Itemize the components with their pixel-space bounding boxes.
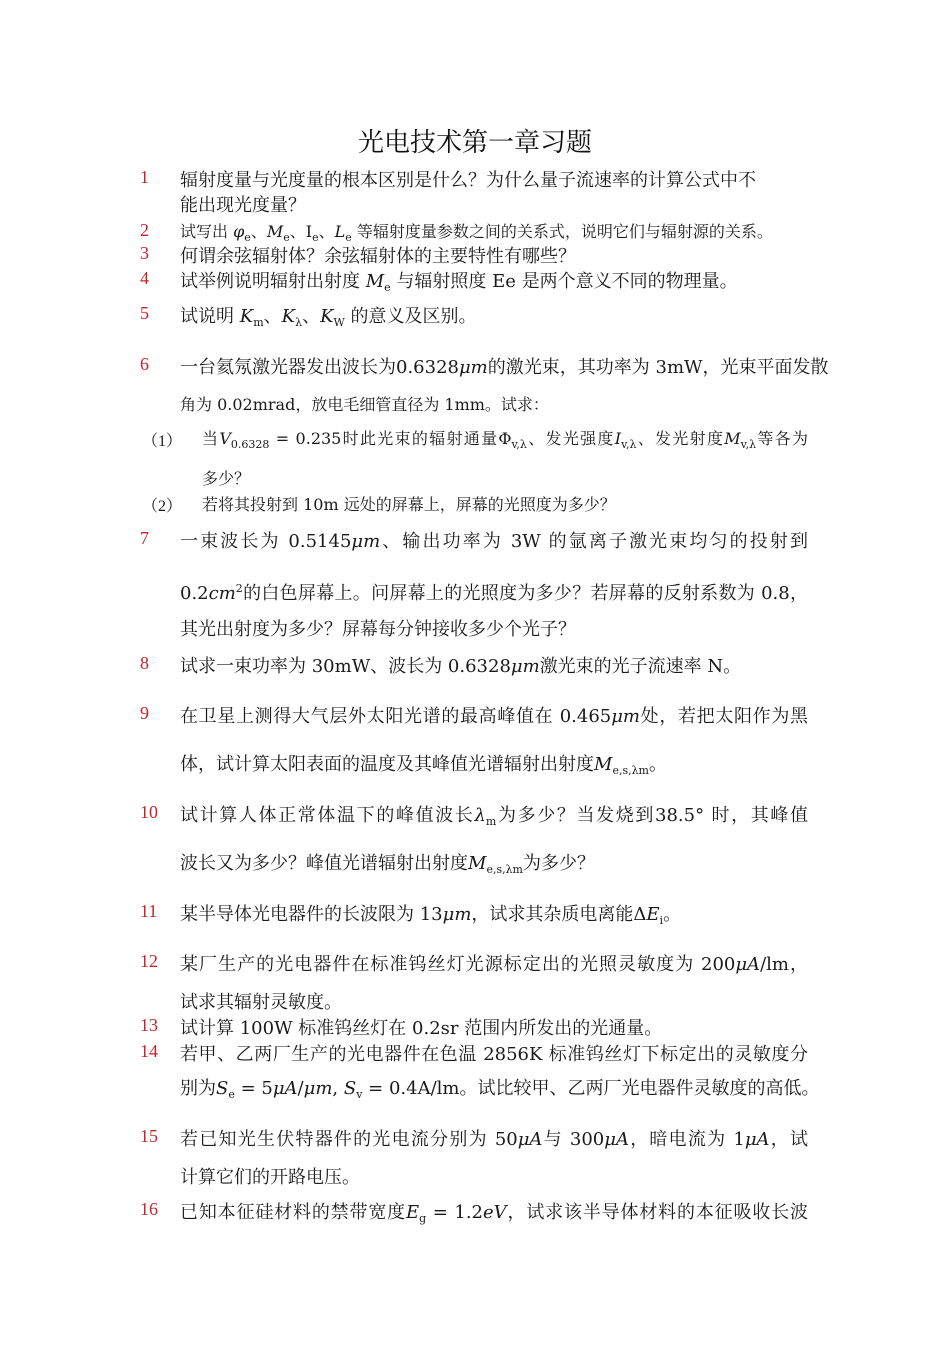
question-text: 体，试计算太阳表面的温度及其峰值光谱辐射出射度$M_{e,s,\lambda m}$。 <box>180 754 667 777</box>
question-text: $0.2cm^2$的白色屏幕上。问屏幕上的光照度为多少？若屏幕的反射系数为 0.8， <box>180 582 808 604</box>
question-number: 5 <box>140 303 149 323</box>
question-number: 8 <box>140 653 149 673</box>
question-text: 角为 0.02mrad，放电毛细管直径为 1mm。试求： <box>180 395 549 414</box>
question-number: 14 <box>140 1041 158 1061</box>
question-text: 若将其投射到 10m 远处的屏幕上，屏幕的光照度为多少？ <box>202 495 616 514</box>
question-text: 已知本征硅材料的禁带宽度$E_g = 1.2eV$，试求该半导体材料的本征吸收长波 <box>180 1202 809 1225</box>
question-text: 若甲、乙两厂生产的光电器件在色温 2856K 标准钨丝灯下标定出的灵敏度分 <box>180 1044 808 1065</box>
question-number: 6 <box>140 354 149 374</box>
rich-text: 试写出 $\varphi_e$、$M_e$、$I_e$、$L_e$ 等辐射度量参数之间的关系式，说明它们与辐射源的关系。 <box>180 222 773 244</box>
question-text: 在卫星上测得大气层外太阳光谱的最高峰值在 0.465μm处，若把太阳作为黑 <box>180 706 809 727</box>
question-text: 多少？ <box>202 469 251 488</box>
question-text: 辐射度量与光度量的根本区别是什么？为什么量子流速率的计算公式中不 <box>180 170 756 191</box>
question-text: 一束波长为 0.5145μm、输出功率为 3W 的氩离子激光束均匀的投射到 <box>180 531 808 552</box>
question-text: 波长又为多少？峰值光谱辐射出射度$M_{e,s,\lambda m}$为多少？ <box>180 853 595 876</box>
question-number: 2 <box>140 220 149 240</box>
question-text <box>180 219 808 242</box>
question-text: 其光出射度为多少？屏幕每分钟接收多少个光子？ <box>180 619 576 640</box>
question-text: 某半导体光电器件的长波限为 13μm，试求其杂质电离能$\Delta E_i$。 <box>180 904 682 927</box>
question-number: 11 <box>140 901 158 921</box>
question-number: 13 <box>140 1015 158 1035</box>
question-text: 计算它们的开路电压。 <box>180 1167 360 1188</box>
question-number: 3 <box>140 243 149 263</box>
question-text: 试求其辐射灵敏度。 <box>180 992 342 1013</box>
question-text: 能出现光度量？ <box>180 195 306 216</box>
question-text: 试求一束功率为 30mW、波长为 0.6328μm激光束的光子流速率 N。 <box>180 656 742 677</box>
question-text: 何谓余弦辐射体？余弦辐射体的主要特性有哪些？ <box>180 246 576 267</box>
question-number: 12 <box>140 951 158 971</box>
question-text: 一台氦氖激光器发出波长为0.6328μm的激光束，其功率为 3mW，光束平面发散 <box>180 357 829 378</box>
question-text: 别为$S_e = 5\mu A/\mu m$, $S_v = 0.4A/lm$。试比较甲、乙两厂光电器件灵敏度的高低。 <box>180 1078 820 1101</box>
question-text: 试计算 100W 标准钨丝灯在 0.2sr 范围内所发出的光通量。 <box>180 1018 663 1039</box>
page-title: 光电技术第一章习题 <box>357 128 592 158</box>
question-number: 7 <box>140 528 149 548</box>
question-number: 1 <box>140 167 149 187</box>
question-text: 试说明 $K_m$、$K_\lambda$、$K_W$ 的意义及区别。 <box>180 306 477 329</box>
question-number: 9 <box>140 703 149 723</box>
question-number: 16 <box>140 1199 158 1219</box>
question-text: 当$V_{0.6328} = 0.235$时此光束的辐射通量$\Phi_{v,\lambda}$、发光强度$I_{v,\lambda}$、发光射度$M_{v,\lambda}$等各为 <box>202 429 808 451</box>
question-text: 试举例说明辐射出射度 $M_e$ 与辐射照度 Ee 是两个意义不同的物理量。 <box>180 271 738 294</box>
question-text: 试计算人体正常体温下的峰值波长$\lambda_m$为多少？当发烧到38.5° 时，其峰值 <box>180 805 808 828</box>
question-number: 4 <box>140 268 149 288</box>
question-number: 15 <box>140 1126 158 1146</box>
question-number: （2） <box>142 498 183 515</box>
question-number: （1） <box>142 433 183 450</box>
question-text: 某厂生产的光电器件在标准钨丝灯光源标定出的光照灵敏度为 200μA/lm， <box>180 954 808 975</box>
question-text: 若已知光生伏特器件的光电流分别为 50μA与 300μA，暗电流为 1μA，试 <box>180 1129 809 1150</box>
question-number: 10 <box>140 802 158 822</box>
